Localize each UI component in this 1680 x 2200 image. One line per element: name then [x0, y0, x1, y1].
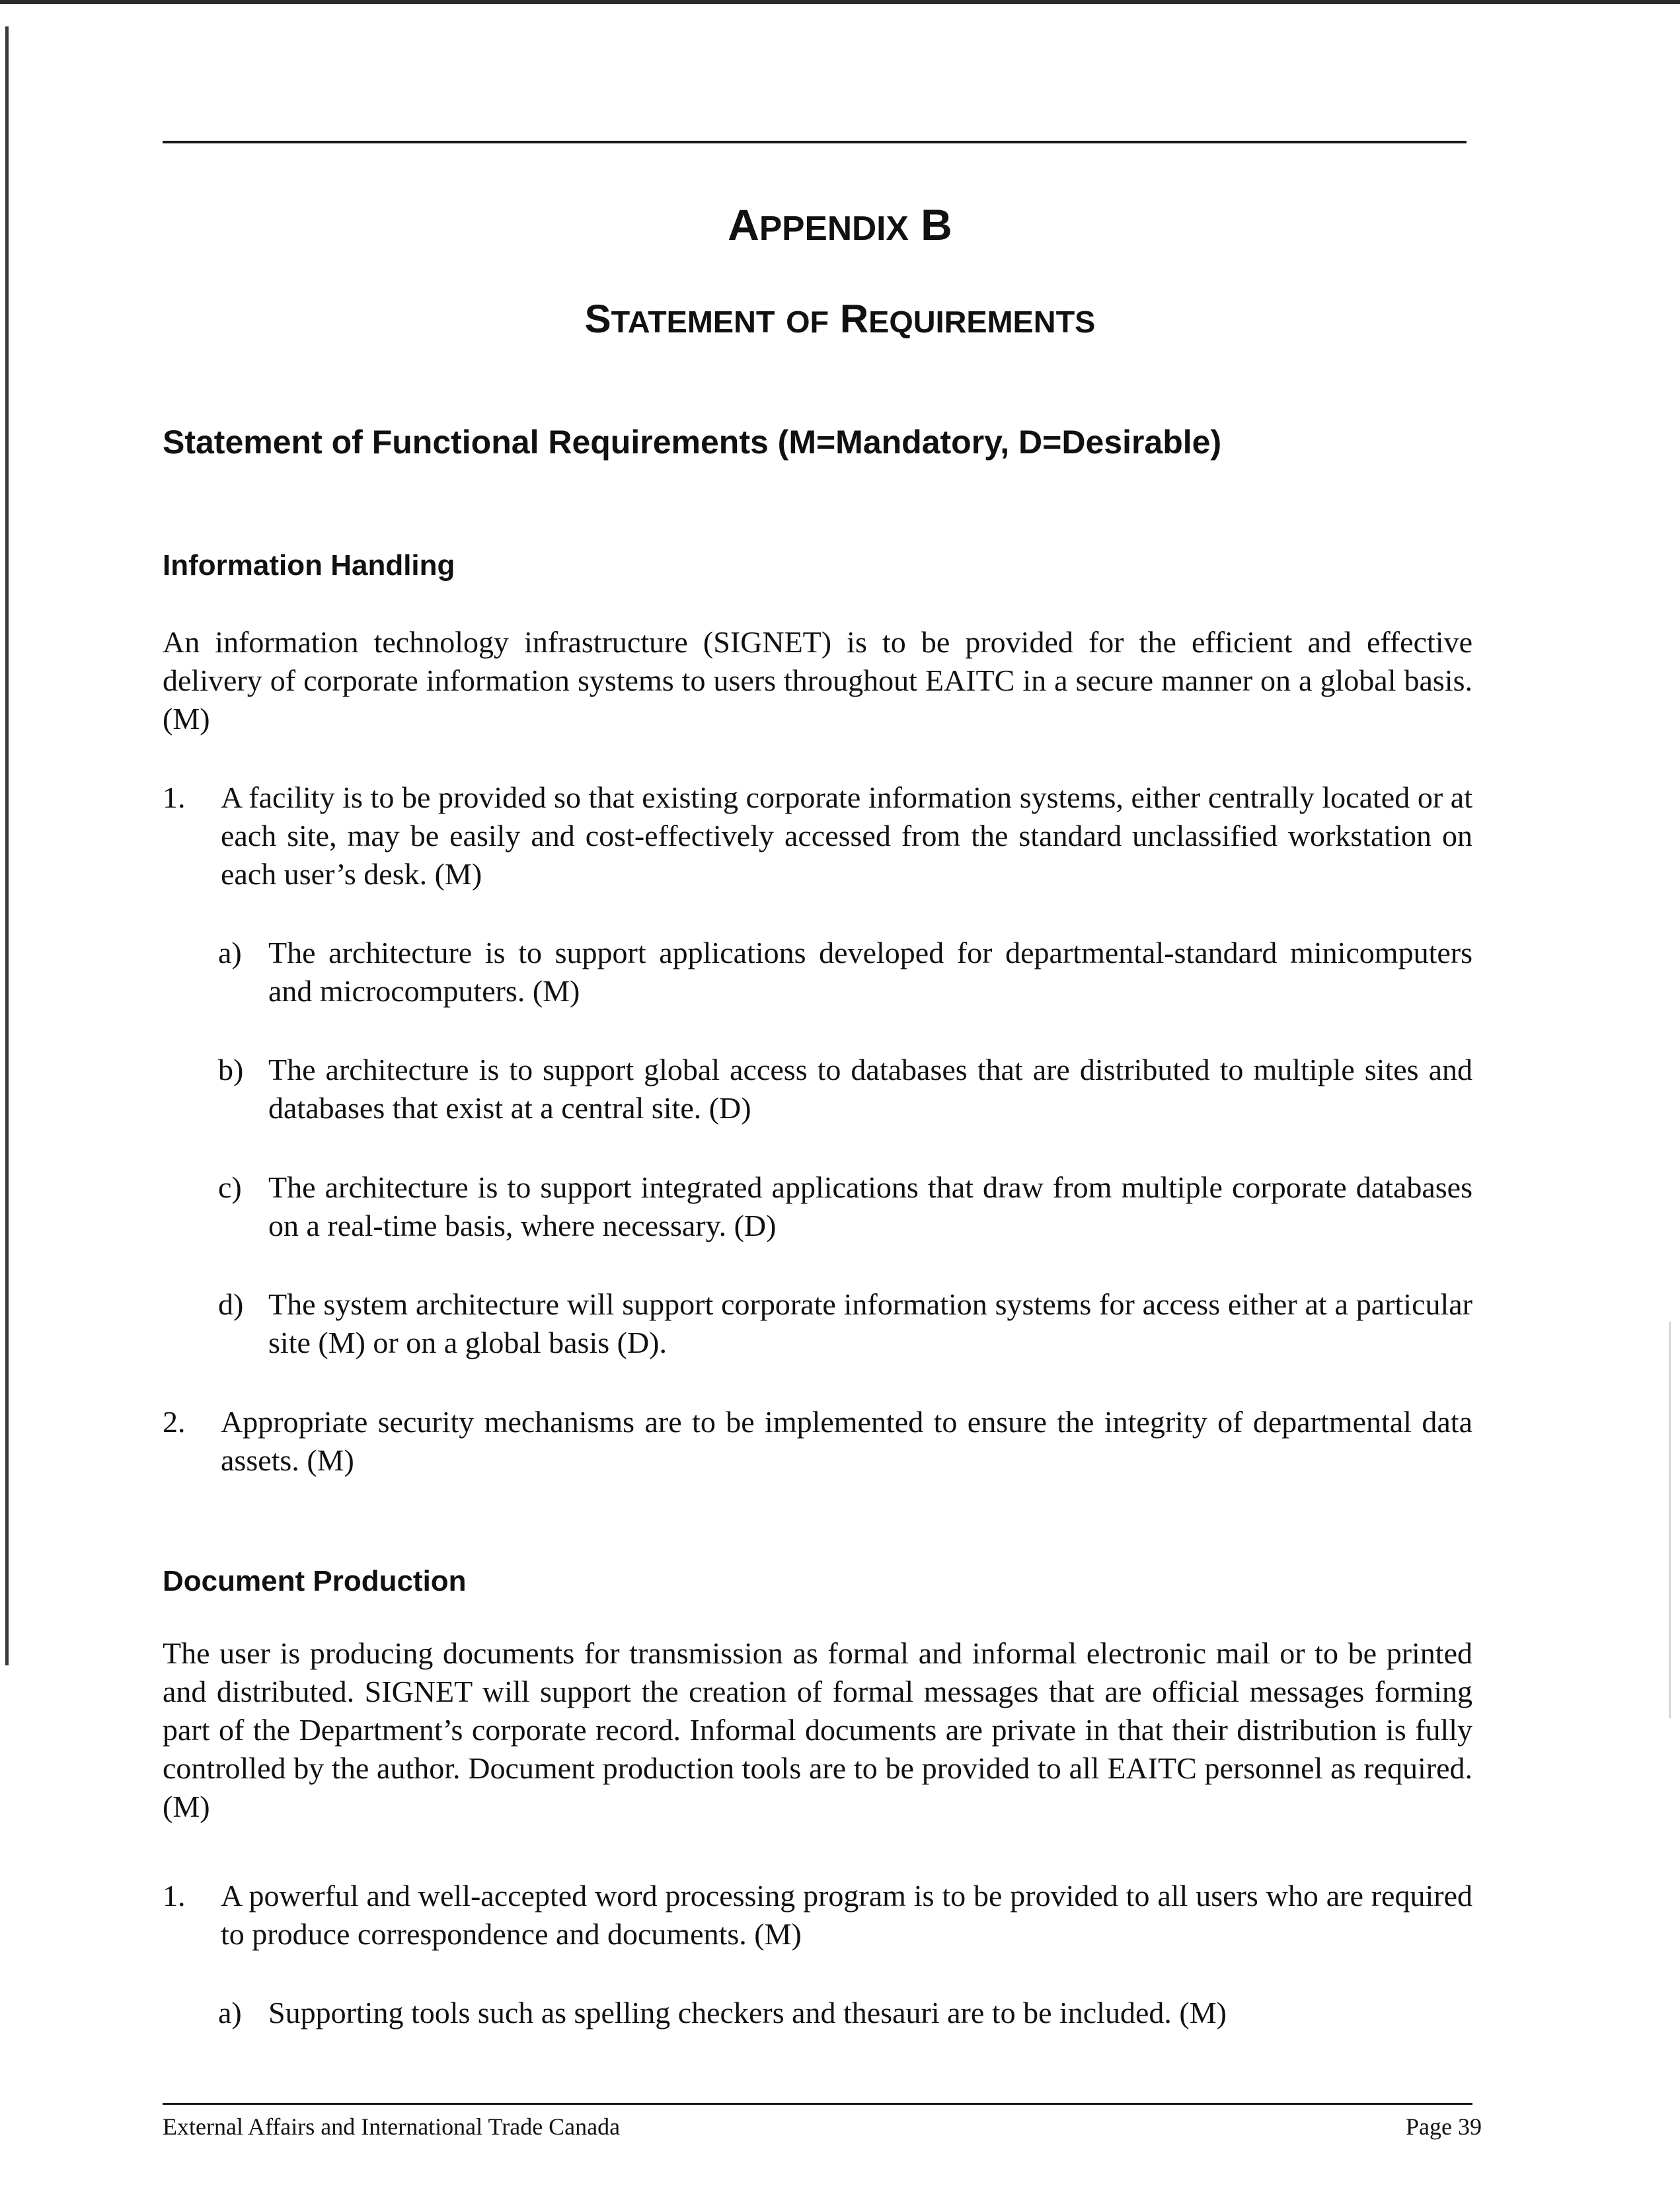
- information-handling-intro: An information technology infrastructure (SIGNET) is to be provided for the efficient and effective delivery of corporate information systems to users throughout EAITC in a secure manner on a global basis. (M): [163, 625, 1472, 736]
- appendix-title: APPENDIX B: [728, 200, 952, 249]
- list-item: [218, 934, 1472, 1010]
- scan-edge-shadow: [1669, 1322, 1671, 1718]
- item-text: A facility is to be provided so that existing corporate information systems, either centrally located or at each site, may be easily and cost-effectively accessed from the standard unclassified workstation on each user’s desk. (M): [221, 780, 1472, 891]
- document-production-heading: Document Production: [163, 1565, 467, 1597]
- item-text: The architecture is to support global access to databases that are distributed to multiple sites and databases that exist at a central site. (D): [268, 1053, 1472, 1125]
- item-number: 2.: [163, 1405, 186, 1439]
- item-text: Appropriate security mechanisms are to be implemented to ensure the integrity of departmental data assets. (M): [221, 1405, 1472, 1477]
- list-item: [163, 778, 1472, 893]
- page-top-border: [0, 0, 1680, 4]
- list-item: [163, 1403, 1472, 1480]
- information-handling-heading: Information Handling: [163, 549, 455, 582]
- item-text: The architecture is to support integrated applications that draw from multiple corporate databases on a real-time basis, where necessary. (D): [268, 1170, 1472, 1242]
- item-number: a): [218, 1996, 242, 2029]
- document-production-intro: The user is producing documents for transmission as formal and informal electronic mail or to be printed and distributed. SIGNET will support the creation of formal messages that are official messages forming part of the Department’s corporate record. Informal documents are private in that their distribution is fully controlled by the author. Document production tools are to be provided to all EAITC personnel as required. (M): [163, 1636, 1472, 1823]
- list-item: [163, 1877, 1472, 1953]
- footer-organization: External Affairs and International Trade Canada: [163, 2113, 621, 2140]
- item-text: Supporting tools such as spelling checkers and thesauri are to be included. (M): [268, 1996, 1227, 2029]
- list-item: [218, 1168, 1472, 1245]
- list-item: [218, 1051, 1472, 1127]
- item-number: c): [218, 1170, 242, 1204]
- item-text: The system architecture will support corporate information systems for access either at a particular site (M) or on a global basis (D).: [268, 1287, 1472, 1359]
- item-number: a): [218, 936, 242, 969]
- list-item: [218, 1994, 1472, 2032]
- footer-rule: [163, 2103, 1472, 2105]
- header-rule: [163, 141, 1467, 143]
- appendix-subtitle: STATEMENT OF REQUIREMENTS: [584, 297, 1096, 341]
- list-item: [218, 1285, 1472, 1362]
- item-number: d): [218, 1287, 244, 1321]
- item-text: A powerful and well-accepted word processing program is to be provided to all users who are required to produce correspondence and documents. (M): [221, 1879, 1472, 1951]
- item-text: The architecture is to support applications developed for departmental-standard minicomputers and microcomputers. (M): [268, 936, 1472, 1008]
- section-heading: Statement of Functional Requirements (M=Mandatory, D=Desirable): [163, 424, 1222, 461]
- page-left-border: [5, 26, 9, 1665]
- item-number: 1.: [163, 780, 186, 814]
- page-number: Page 39: [1406, 2113, 1482, 2140]
- item-number: b): [218, 1053, 244, 1086]
- item-number: 1.: [163, 1879, 186, 1913]
